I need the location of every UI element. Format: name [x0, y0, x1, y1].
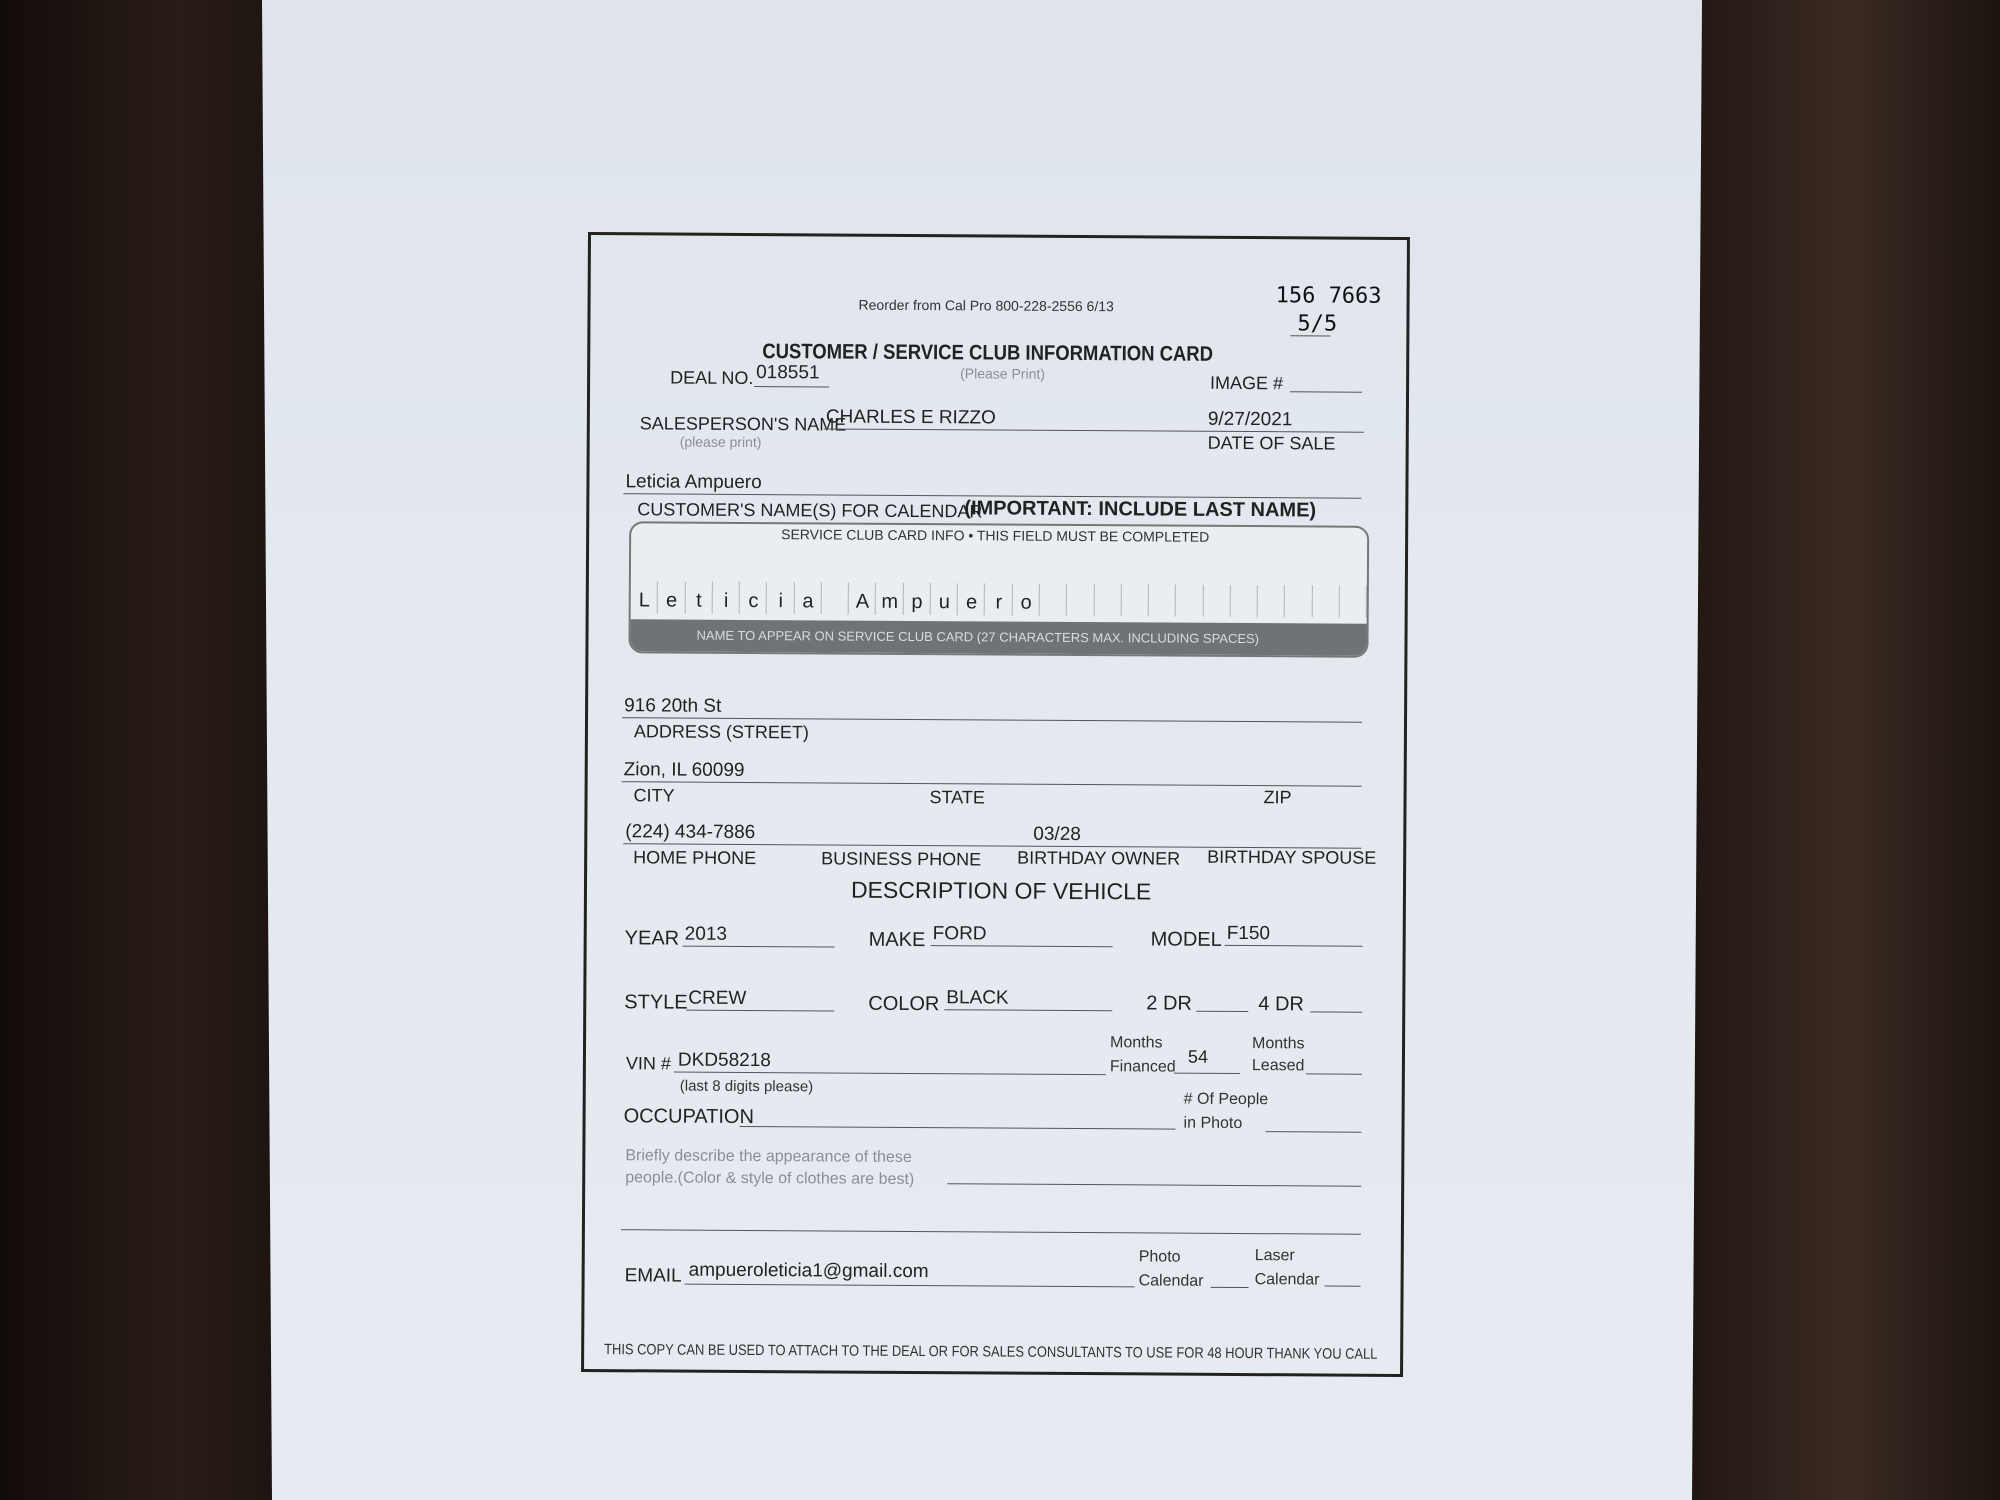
club-char [1149, 592, 1176, 615]
date-of-sale-value: 9/27/2021 [1207, 408, 1293, 431]
email-label: EMAIL [624, 1265, 682, 1287]
info-card-form [581, 232, 1410, 1377]
club-char: i [778, 590, 784, 613]
laser-label: Laser [1254, 1247, 1295, 1265]
model-line [1225, 945, 1363, 947]
deal-no-label: DEAL NO. [670, 367, 754, 389]
club-char [1285, 593, 1312, 616]
salesperson-value: CHARLES E RIZZO [825, 406, 996, 429]
birthday-owner-label: BIRTHDAY OWNER [1017, 847, 1181, 869]
service-club-box [628, 521, 1369, 658]
club-char [1203, 593, 1230, 616]
people-label-2: in Photo [1183, 1114, 1243, 1133]
club-char: u [938, 591, 950, 614]
customer-name-value: Leticia Ampuero [625, 471, 762, 494]
occupation-line [740, 1126, 1176, 1130]
financed-line [1174, 1073, 1240, 1074]
club-char: o [1020, 591, 1032, 614]
customer-name-label: CUSTOMER'S NAME(S) FOR CALENDAR [637, 499, 983, 522]
desk-right [1700, 0, 2000, 1500]
two-dr-line [1196, 1011, 1248, 1012]
photo-label: Photo [1138, 1248, 1181, 1266]
club-char [1094, 592, 1121, 615]
make-value: FORD [932, 923, 987, 945]
leased-label: Leased [1251, 1057, 1305, 1075]
laser-calendar-line [1325, 1286, 1361, 1287]
photo-calendar-line [1211, 1287, 1249, 1288]
please-print-hint: (Please Print) [960, 365, 1046, 382]
club-char: r [995, 591, 1003, 614]
leased-line [1306, 1073, 1362, 1074]
birthday-spouse-label: BIRTHDAY SPOUSE [1207, 846, 1377, 868]
laser-calendar-label: Calendar [1254, 1271, 1320, 1289]
describe-line-2: people.(Color & style of clothes are best) [625, 1169, 915, 1189]
color-line [944, 1009, 1112, 1011]
deal-no-value: 018551 [756, 362, 820, 384]
home-phone-label: HOME PHONE [633, 847, 757, 869]
year-line [683, 946, 835, 948]
state-label: STATE [929, 787, 985, 808]
city-label: CITY [633, 785, 675, 806]
two-dr-label: 2 DR [1146, 992, 1192, 1015]
people-label-1: # Of People [1183, 1090, 1269, 1109]
club-char [822, 590, 849, 613]
club-char: i [723, 589, 729, 612]
form-title: CUSTOMER / SERVICE CLUB INFORMATION CARD [762, 340, 1214, 366]
salesperson-hint: (please print) [679, 433, 762, 451]
email-value: ampueroleticia1@gmail.com [688, 1259, 929, 1283]
customer-name-important: (IMPORTANT: INCLUDE LAST NAME) [964, 497, 1317, 522]
color-label: COLOR [868, 992, 940, 1016]
four-dr-line [1310, 1011, 1362, 1012]
club-card-footer-bar [630, 619, 1366, 655]
year-value: 2013 [684, 923, 728, 945]
home-phone-value: (224) 434-7886 [625, 821, 756, 844]
handwritten-note-2: 5/5 [1297, 311, 1338, 337]
model-label: MODEL [1150, 928, 1222, 951]
desk-left [0, 0, 300, 1500]
vin-label: VIN # [625, 1053, 672, 1074]
financed-label: Financed [1109, 1058, 1176, 1076]
image-label: IMAGE # [1210, 372, 1284, 394]
club-char: m [881, 590, 899, 613]
people-line [1266, 1131, 1362, 1133]
occupation-label: OCCUPATION [623, 1105, 755, 1129]
club-char [1340, 594, 1367, 617]
service-club-label: SERVICE CLUB CARD INFO • THIS FIELD MUST BE COMPLETED [781, 526, 1210, 545]
describe-line-b [621, 1229, 1361, 1235]
make-label: MAKE [868, 928, 926, 952]
describe-line-1: Briefly describe the appearance of these [625, 1147, 912, 1166]
image-line [1290, 391, 1362, 392]
four-dr-label: 4 DR [1258, 993, 1304, 1016]
club-char [1067, 592, 1094, 615]
months-financed-value: 54 [1187, 1046, 1209, 1067]
form-footer: THIS COPY CAN BE USED TO ATTACH TO THE DEAL OR FOR SALES CONSULTANTS TO USE FOR 48 HOUR THANK YOU CALL [604, 1341, 1378, 1363]
photo-calendar-label: Calendar [1138, 1272, 1204, 1290]
salesperson-label: SALESPERSON'S NAME [639, 413, 847, 435]
color-value: BLACK [946, 987, 1009, 1009]
zip-label: ZIP [1263, 787, 1292, 808]
club-char: p [911, 590, 923, 614]
vin-line [674, 1072, 1106, 1076]
club-char: t [696, 589, 702, 612]
birthday-owner-value: 03/28 [1033, 823, 1081, 846]
club-char: e [965, 591, 978, 614]
club-char: e [666, 589, 678, 612]
vehicle-heading: DESCRIPTION OF VEHICLE [850, 876, 1152, 905]
email-line [685, 1284, 1135, 1288]
club-card-footer: NAME TO APPEAR ON SERVICE CLUB CARD (27 CHARACTERS MAX. INCLUDING SPACES) [696, 627, 1260, 647]
months-label-2: Months [1252, 1035, 1305, 1053]
handwritten-underline [1290, 335, 1330, 336]
city-line [622, 781, 1362, 787]
deal-no-line [754, 386, 829, 387]
club-char [1040, 592, 1067, 615]
months-label-1: Months [1110, 1034, 1163, 1052]
describe-line-a [947, 1183, 1361, 1187]
vin-hint: (last 8 digits please) [679, 1077, 814, 1096]
date-of-sale-label: DATE OF SALE [1207, 432, 1336, 454]
handwritten-note-1: 156 7663 [1275, 283, 1382, 309]
vin-value: DKD58218 [677, 1049, 771, 1072]
style-line [686, 1010, 834, 1012]
club-char [1176, 593, 1203, 616]
make-line [931, 945, 1113, 947]
club-char [1258, 593, 1285, 616]
style-label: STYLE [624, 991, 688, 1014]
business-phone-label: BUSINESS PHONE [821, 848, 982, 870]
model-value: F150 [1226, 922, 1271, 945]
club-char [1231, 593, 1258, 616]
street-value: 916 20th St [624, 695, 722, 717]
street-label: ADDRESS (STREET) [633, 721, 810, 743]
club-char: c [748, 589, 759, 613]
club-char: L [638, 589, 651, 612]
year-label: YEAR [624, 927, 680, 950]
style-value: CREW [688, 987, 747, 1009]
club-char: A [855, 590, 870, 613]
city-value: Zion, IL 60099 [623, 759, 745, 781]
club-char [1121, 592, 1148, 615]
club-card-name [631, 589, 1367, 616]
club-char [1312, 593, 1339, 616]
club-char: a [802, 590, 814, 613]
reorder-text: Reorder from Cal Pro 800-228-2556 6/13 [858, 296, 1114, 315]
